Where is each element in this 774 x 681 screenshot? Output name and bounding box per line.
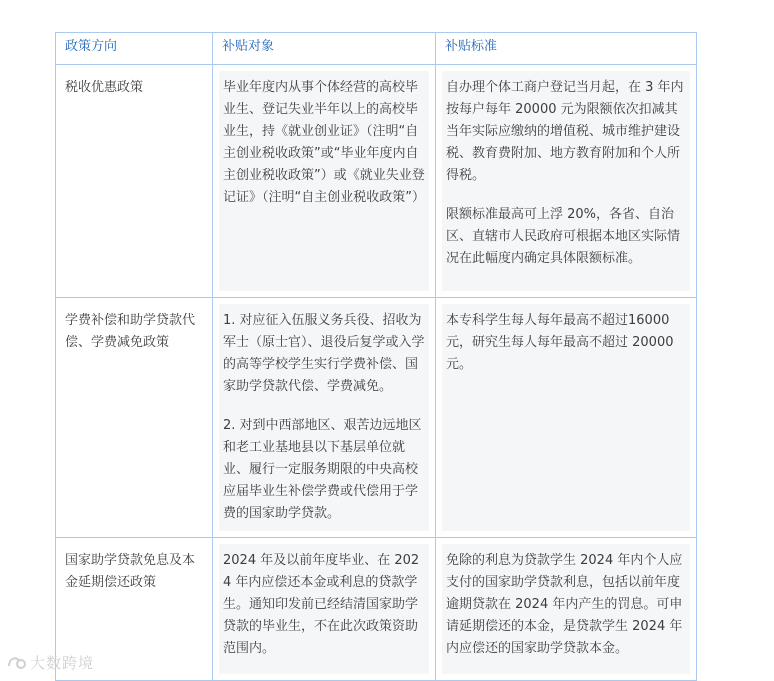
subsidy-target-cell <box>213 538 436 681</box>
subsidy-standard-text: 自办理个体工商户登记当月起，在 3 年内按每户每年 20000 元为限额依次扣减其当年实际应缴纳的增值税、城市维护建设税、教育费附加、地方教育附加和个人所得税。 <box>446 80 684 183</box>
header-policy-direction: 政策方向 <box>56 33 213 65</box>
subsidy-standard-cell <box>436 65 697 298</box>
policy-direction-cell <box>56 65 213 298</box>
subsidy-target-text: 1. 对应征入伍服义务兵役、招收为军士（原士官）、退役后复学或入学的高等学校学生实行学费补偿、国家助学贷款代偿、学费减免。 <box>223 313 425 394</box>
table-row <box>56 65 697 298</box>
logo-mark-icon <box>6 653 28 671</box>
watermark-text: 大数跨境 <box>30 654 95 672</box>
table-row <box>56 298 697 538</box>
subsidy-target-cell <box>213 298 436 538</box>
subsidy-target-text: 2024 年及以前年度毕业、在 2024 年内应偿还本金或利息的贷款学生。通知印发前已经结清国家助学贷款的毕业生，不在此次政策资助范围内。 <box>223 553 420 656</box>
highlight-box <box>219 304 429 531</box>
subsidy-target-text: 2. 对到中西部地区、艰苦边远地区和老工业基地县以下基层单位就业、履行一定服务期限的中央高校应届毕业生补偿学费或代偿用于学费的国家助学贷款。 <box>223 418 422 521</box>
header-subsidy-target: 补贴对象 <box>213 33 436 65</box>
highlight-box <box>219 71 429 291</box>
table-row <box>56 538 697 681</box>
table-header-row <box>56 33 697 65</box>
header-subsidy-standard: 补贴标准 <box>436 33 697 65</box>
subsidy-target-text: 毕业年度内从事个体经营的高校毕业生、登记失业半年以上的高校毕业生，持《就业创业证》（注明“自主创业税收政策”或“毕业年度内自主创业税收政策”）或《就业失业登记证》（注明“自主创业税收政策”） <box>223 80 425 205</box>
highlight-box <box>442 71 690 291</box>
subsidy-standard-text: 限额标准最高可上浮 20%，各省、自治区、直辖市人民政府可根据本地区实际情况在此幅度内确定具体限额标准。 <box>446 207 681 266</box>
policy-direction-text: 学费补偿和助学贷款代偿、学费减免政策 <box>65 313 196 350</box>
policy-direction-text: 国家助学贷款免息及本金延期偿还政策 <box>65 553 196 590</box>
subsidy-target-cell <box>213 65 436 298</box>
watermark <box>6 652 94 673</box>
subsidy-standard-text: 本专科学生每人每年最高不超过16000元，研究生每人每年最高不超过 20000 元。 <box>446 313 674 372</box>
subsidy-standard-text: 免除的利息为贷款学生 2024 年内个人应支付的国家助学贷款利息，包括以前年度逾期贷款在 2024 年内产生的罚息。可申请延期偿还的本金，是贷款学生 2024 年内应偿还的国家助学贷款本金。 <box>446 553 683 656</box>
policy-table <box>55 32 697 681</box>
policy-direction-cell <box>56 298 213 538</box>
subsidy-standard-cell <box>436 538 697 681</box>
policy-direction-text: 税收优惠政策 <box>65 80 144 95</box>
highlight-box <box>219 544 429 674</box>
highlight-box <box>442 304 690 531</box>
subsidy-standard-cell <box>436 298 697 538</box>
highlight-box <box>442 544 690 674</box>
